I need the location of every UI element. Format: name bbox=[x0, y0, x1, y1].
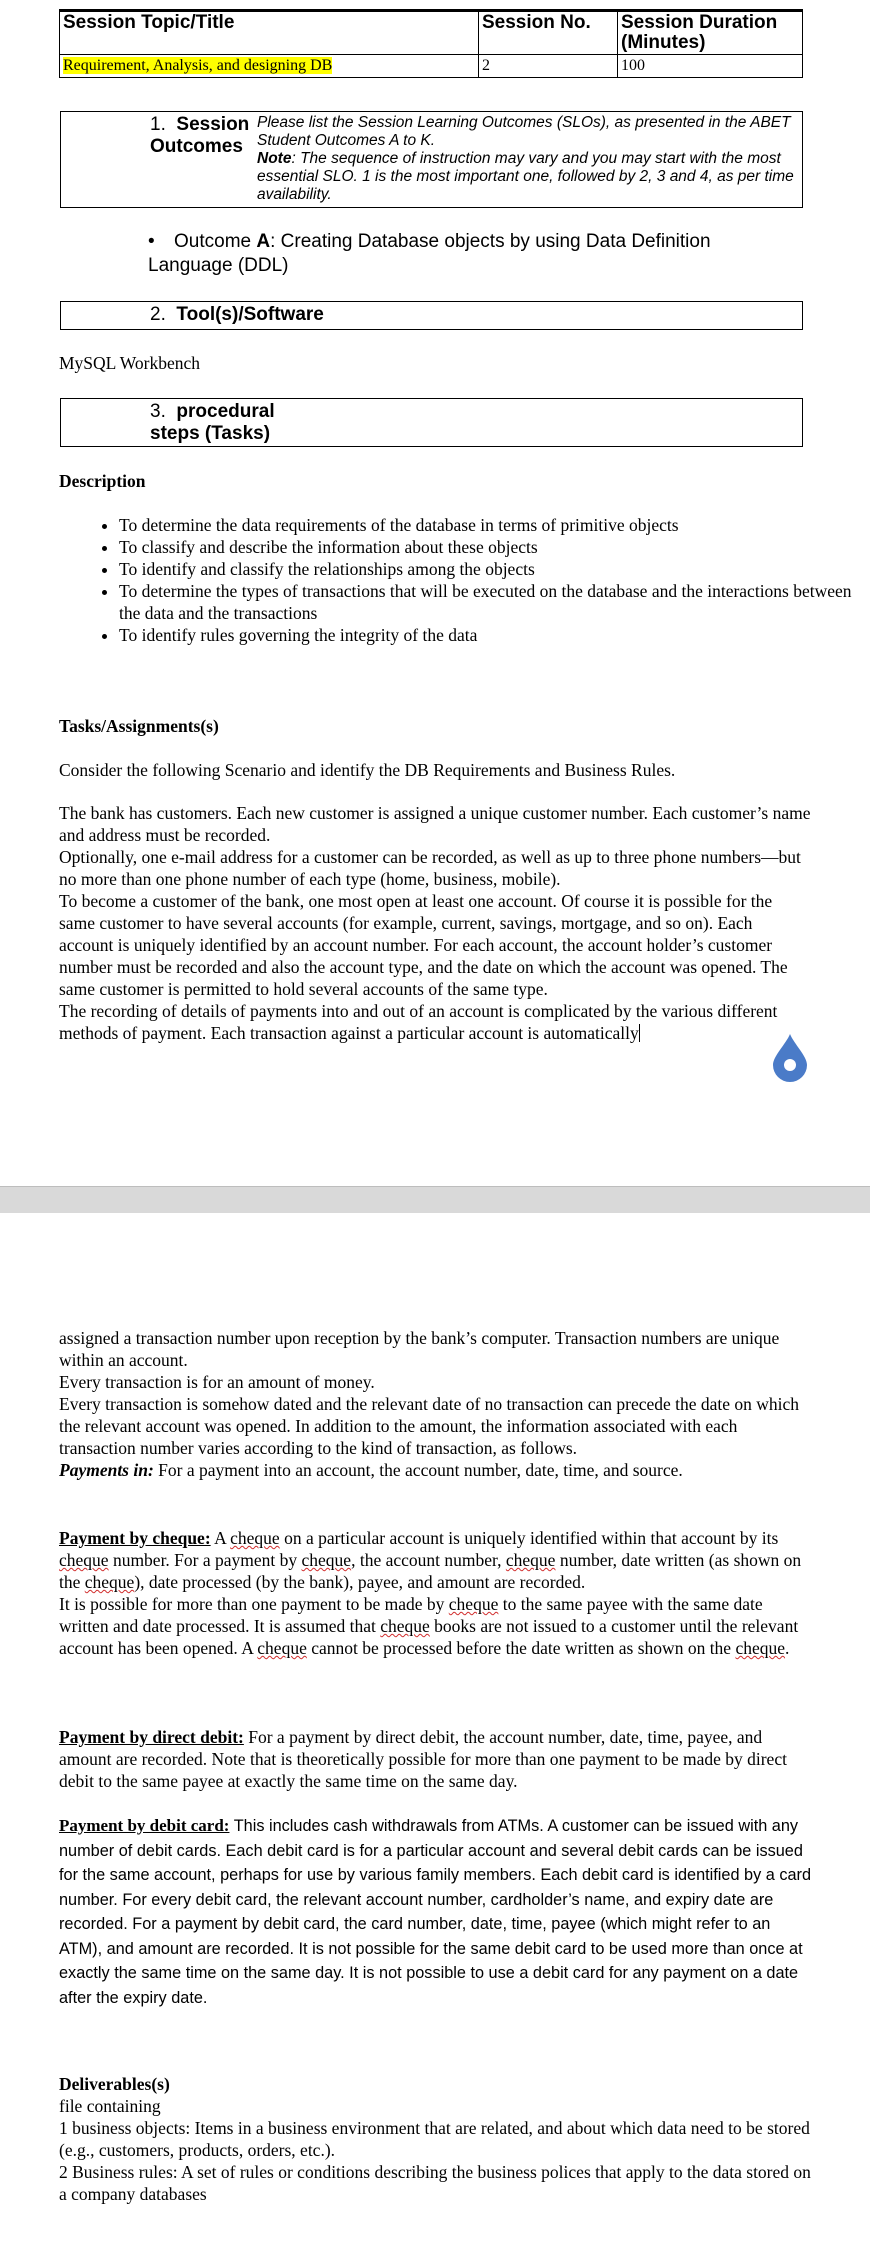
list-item: • To identify and classify the relationships among the objects bbox=[119, 558, 859, 580]
spelling-flag: cheque bbox=[505, 1550, 556, 1570]
scenario-paragraph: To become a customer of the bank, one most open at least one account. Of course it is possible for the same customer to have several accounts (for example, current, savings, mortgage, and so on). Each account is uniquely identified by an account number. For each account, the account holder’s customer number must be recorded and also the account type, and the date on which the account was opened. The same customer is permitted to hold several accounts of the same type. bbox=[59, 891, 788, 999]
cheque-section[interactable] bbox=[59, 1527, 811, 1659]
header-session-no-label: Session No. bbox=[479, 11, 618, 55]
scenario-paragraph: Every transaction is for an amount of money. bbox=[59, 1372, 375, 1392]
scenario-paragraph bbox=[59, 1000, 811, 1044]
procedural-box bbox=[60, 398, 803, 447]
outcome-letter: A bbox=[256, 231, 271, 252]
section-number: 1. bbox=[150, 114, 166, 135]
description-list bbox=[59, 514, 859, 646]
debit-card-label: Payment by debit card: bbox=[59, 1816, 230, 1835]
session-header-table bbox=[59, 9, 803, 78]
text-run: It is possible for more than one payment to be made by bbox=[59, 1594, 449, 1614]
procedural-heading bbox=[150, 401, 275, 445]
text-run: books are not issued to a customer until the relevant account has been opened. A bbox=[59, 1616, 799, 1658]
bullet: • bbox=[148, 231, 155, 252]
list-item: • To determine the data requirements of the database in terms of primitive objects bbox=[119, 514, 859, 536]
scenario-last-text: The recording of details of payments into and out of an account is complicated by the various different methods of payment. Each transaction against a particular account is automatically bbox=[59, 1001, 778, 1043]
tools-box bbox=[60, 301, 803, 330]
direct-debit-paragraph bbox=[59, 1726, 811, 1792]
text-run: cannot be processed before the date written as shown on the bbox=[306, 1638, 736, 1658]
description-heading: Description bbox=[59, 471, 146, 491]
text-run: number, date written (as shown on the bbox=[59, 1550, 802, 1592]
outcome-a-item bbox=[148, 230, 788, 278]
payments-in-text: For a payment into an account, the account number, date, time, and source. bbox=[153, 1460, 683, 1480]
scenario-paragraph: The bank has customers. Each new customer is assigned a unique customer number. Each customer’s name and address must be recorded. bbox=[59, 803, 811, 845]
spelling-flag: cheque bbox=[230, 1528, 280, 1548]
cheque-paragraph bbox=[59, 1527, 811, 1593]
text-cursor-drop-handle-icon[interactable] bbox=[771, 1032, 809, 1082]
note-label: Note bbox=[257, 150, 292, 167]
cheque-label: Payment by cheque: bbox=[59, 1528, 211, 1548]
list-item: • To determine the types of transactions that will be executed on the database and the interactions between the data and the transactions bbox=[119, 580, 859, 624]
outcome-prefix: Outcome bbox=[174, 231, 257, 252]
spelling-flag: cheque bbox=[301, 1550, 352, 1570]
payments-in-label: Payments in: bbox=[59, 1460, 154, 1480]
text-run: number. For a payment by bbox=[108, 1550, 302, 1570]
session-no-value[interactable]: 2 bbox=[479, 55, 618, 78]
tasks-heading: Tasks/Assignments(s) bbox=[59, 716, 219, 736]
spelling-flag: cheque bbox=[84, 1572, 135, 1592]
topic-value-cell[interactable] bbox=[60, 55, 479, 78]
note-text: : The sequence of instruction may vary and you may start with the most essential SLO. 1 is the most important one, followed by 2, 3 and 4, as per time availability. bbox=[257, 150, 794, 203]
scenario-text-page2[interactable] bbox=[59, 1327, 811, 1481]
scenario-paragraph: assigned a transaction number upon reception by the bank’s computer. Transaction numbers are unique within an account. bbox=[59, 1328, 780, 1370]
scenario-paragraph: Every transaction is somehow dated and the relevant date of no transaction can precede the date on which the relevant account was opened. In addition to the amount, the information associated with each transaction number varies according to the kind of transaction, as follows. bbox=[59, 1394, 800, 1458]
spelling-flag: cheque bbox=[380, 1616, 430, 1636]
list-item: • To classify and describe the information about these objects bbox=[119, 536, 859, 558]
direct-debit-text: For a payment by direct debit, the account number, date, time, payee, and amount are recorded. Note that is theoretically possible for more than one payment to be made by direct debit to the same payee at exactly the same time on the same day. bbox=[59, 1727, 787, 1791]
outcomes-instruction bbox=[257, 114, 797, 204]
spelling-flag: cheque bbox=[735, 1638, 786, 1658]
tools-value: MySQL Workbench bbox=[59, 353, 201, 373]
scenario-paragraph: Optionally, one e-mail address for a customer can be recorded, as well as up to three phone numbers—but no more than one phone number of each type (home, business, mobile). bbox=[59, 847, 801, 889]
spelling-flag: cheque bbox=[448, 1594, 499, 1614]
text-run: ), date processed (by the bank), payee, and amount are recorded. bbox=[134, 1572, 586, 1592]
tools-heading bbox=[150, 304, 324, 326]
text-run: on a particular account is uniquely identified within that account by its bbox=[279, 1528, 779, 1548]
session-outcomes-heading bbox=[150, 114, 252, 158]
text-cursor bbox=[639, 1024, 640, 1042]
outcome-text: : Creating Database objects by using Data Definition Language (DDL) bbox=[148, 231, 711, 276]
payments-in-paragraph bbox=[59, 1459, 811, 1481]
topic-value: Requirement, Analysis, and designing DB bbox=[63, 57, 333, 74]
direct-debit-label: Payment by direct debit: bbox=[59, 1727, 244, 1747]
debit-card-section[interactable] bbox=[59, 1814, 811, 2010]
section-number: 2. bbox=[150, 304, 166, 325]
section-title-line1: procedural bbox=[176, 401, 275, 422]
scenario-text-page1[interactable] bbox=[59, 802, 811, 1044]
cheque-paragraph-2 bbox=[59, 1593, 811, 1659]
section-title-line2: steps (Tasks) bbox=[150, 423, 271, 444]
duration-value[interactable]: 100 bbox=[618, 55, 803, 78]
deliverables-intro: file containing bbox=[59, 2096, 161, 2116]
deliverables-item: 1 business objects: Items in a business environment that are related, and about which data need to be stored (e.g., customers, products, orders, etc.). bbox=[59, 2118, 810, 2160]
header-topic-label: Session Topic/Title bbox=[60, 11, 479, 55]
tasks-intro: Consider the following Scenario and identify the DB Requirements and Business Rules. bbox=[59, 760, 676, 780]
deliverables-item: 2 Business rules: A set of rules or conditions describing the business polices that apply to the data stored on a company databases bbox=[59, 2162, 811, 2204]
session-outcomes-box bbox=[60, 111, 803, 208]
deliverables-section[interactable] bbox=[59, 2073, 811, 2205]
direct-debit-section[interactable] bbox=[59, 1726, 811, 1792]
list-item: • To identify rules governing the integrity of the data bbox=[119, 624, 859, 646]
text-run: A bbox=[210, 1528, 231, 1548]
instruction-text: Please list the Session Learning Outcomes (SLOs), as presented in the ABET Student Outcomes A to K. bbox=[257, 114, 791, 149]
spelling-flag: cheque bbox=[59, 1550, 109, 1570]
deliverables-heading: Deliverables(s) bbox=[59, 2074, 170, 2094]
text-run: . bbox=[785, 1638, 790, 1658]
section-title: Session Outcomes bbox=[150, 114, 250, 157]
document-page-2 bbox=[0, 1213, 870, 2250]
page-break-separator bbox=[0, 1186, 870, 1214]
spelling-flag: cheque bbox=[257, 1638, 307, 1658]
text-run: to the same payee with the same date written and date processed. It is assumed that bbox=[59, 1594, 763, 1636]
section-number: 3. bbox=[150, 401, 166, 422]
debit-card-text: This includes cash withdrawals from ATMs. A customer can be issued with any number of debit cards. Each debit card is for a particular account and several debit cards can be issued for the same account, perhaps for use by various family members. Each debit card is identified by a card number. For every debit card, the relevant account number, cardholder’s name, and expiry date are recorded. For a payment by debit card, the card number, date, time, payee (which might refer to an ATM), and amount are recorded. It is not possible for the same debit card to be used more than once at exactly the same time on the same day. It is not possible to use a debit card for any payment on a date after the expiry date. bbox=[59, 1817, 812, 2007]
header-duration-label: Session Duration (Minutes) bbox=[618, 11, 803, 55]
text-run: , the account number, bbox=[351, 1550, 506, 1570]
section-title: Tool(s)/Software bbox=[176, 304, 324, 325]
